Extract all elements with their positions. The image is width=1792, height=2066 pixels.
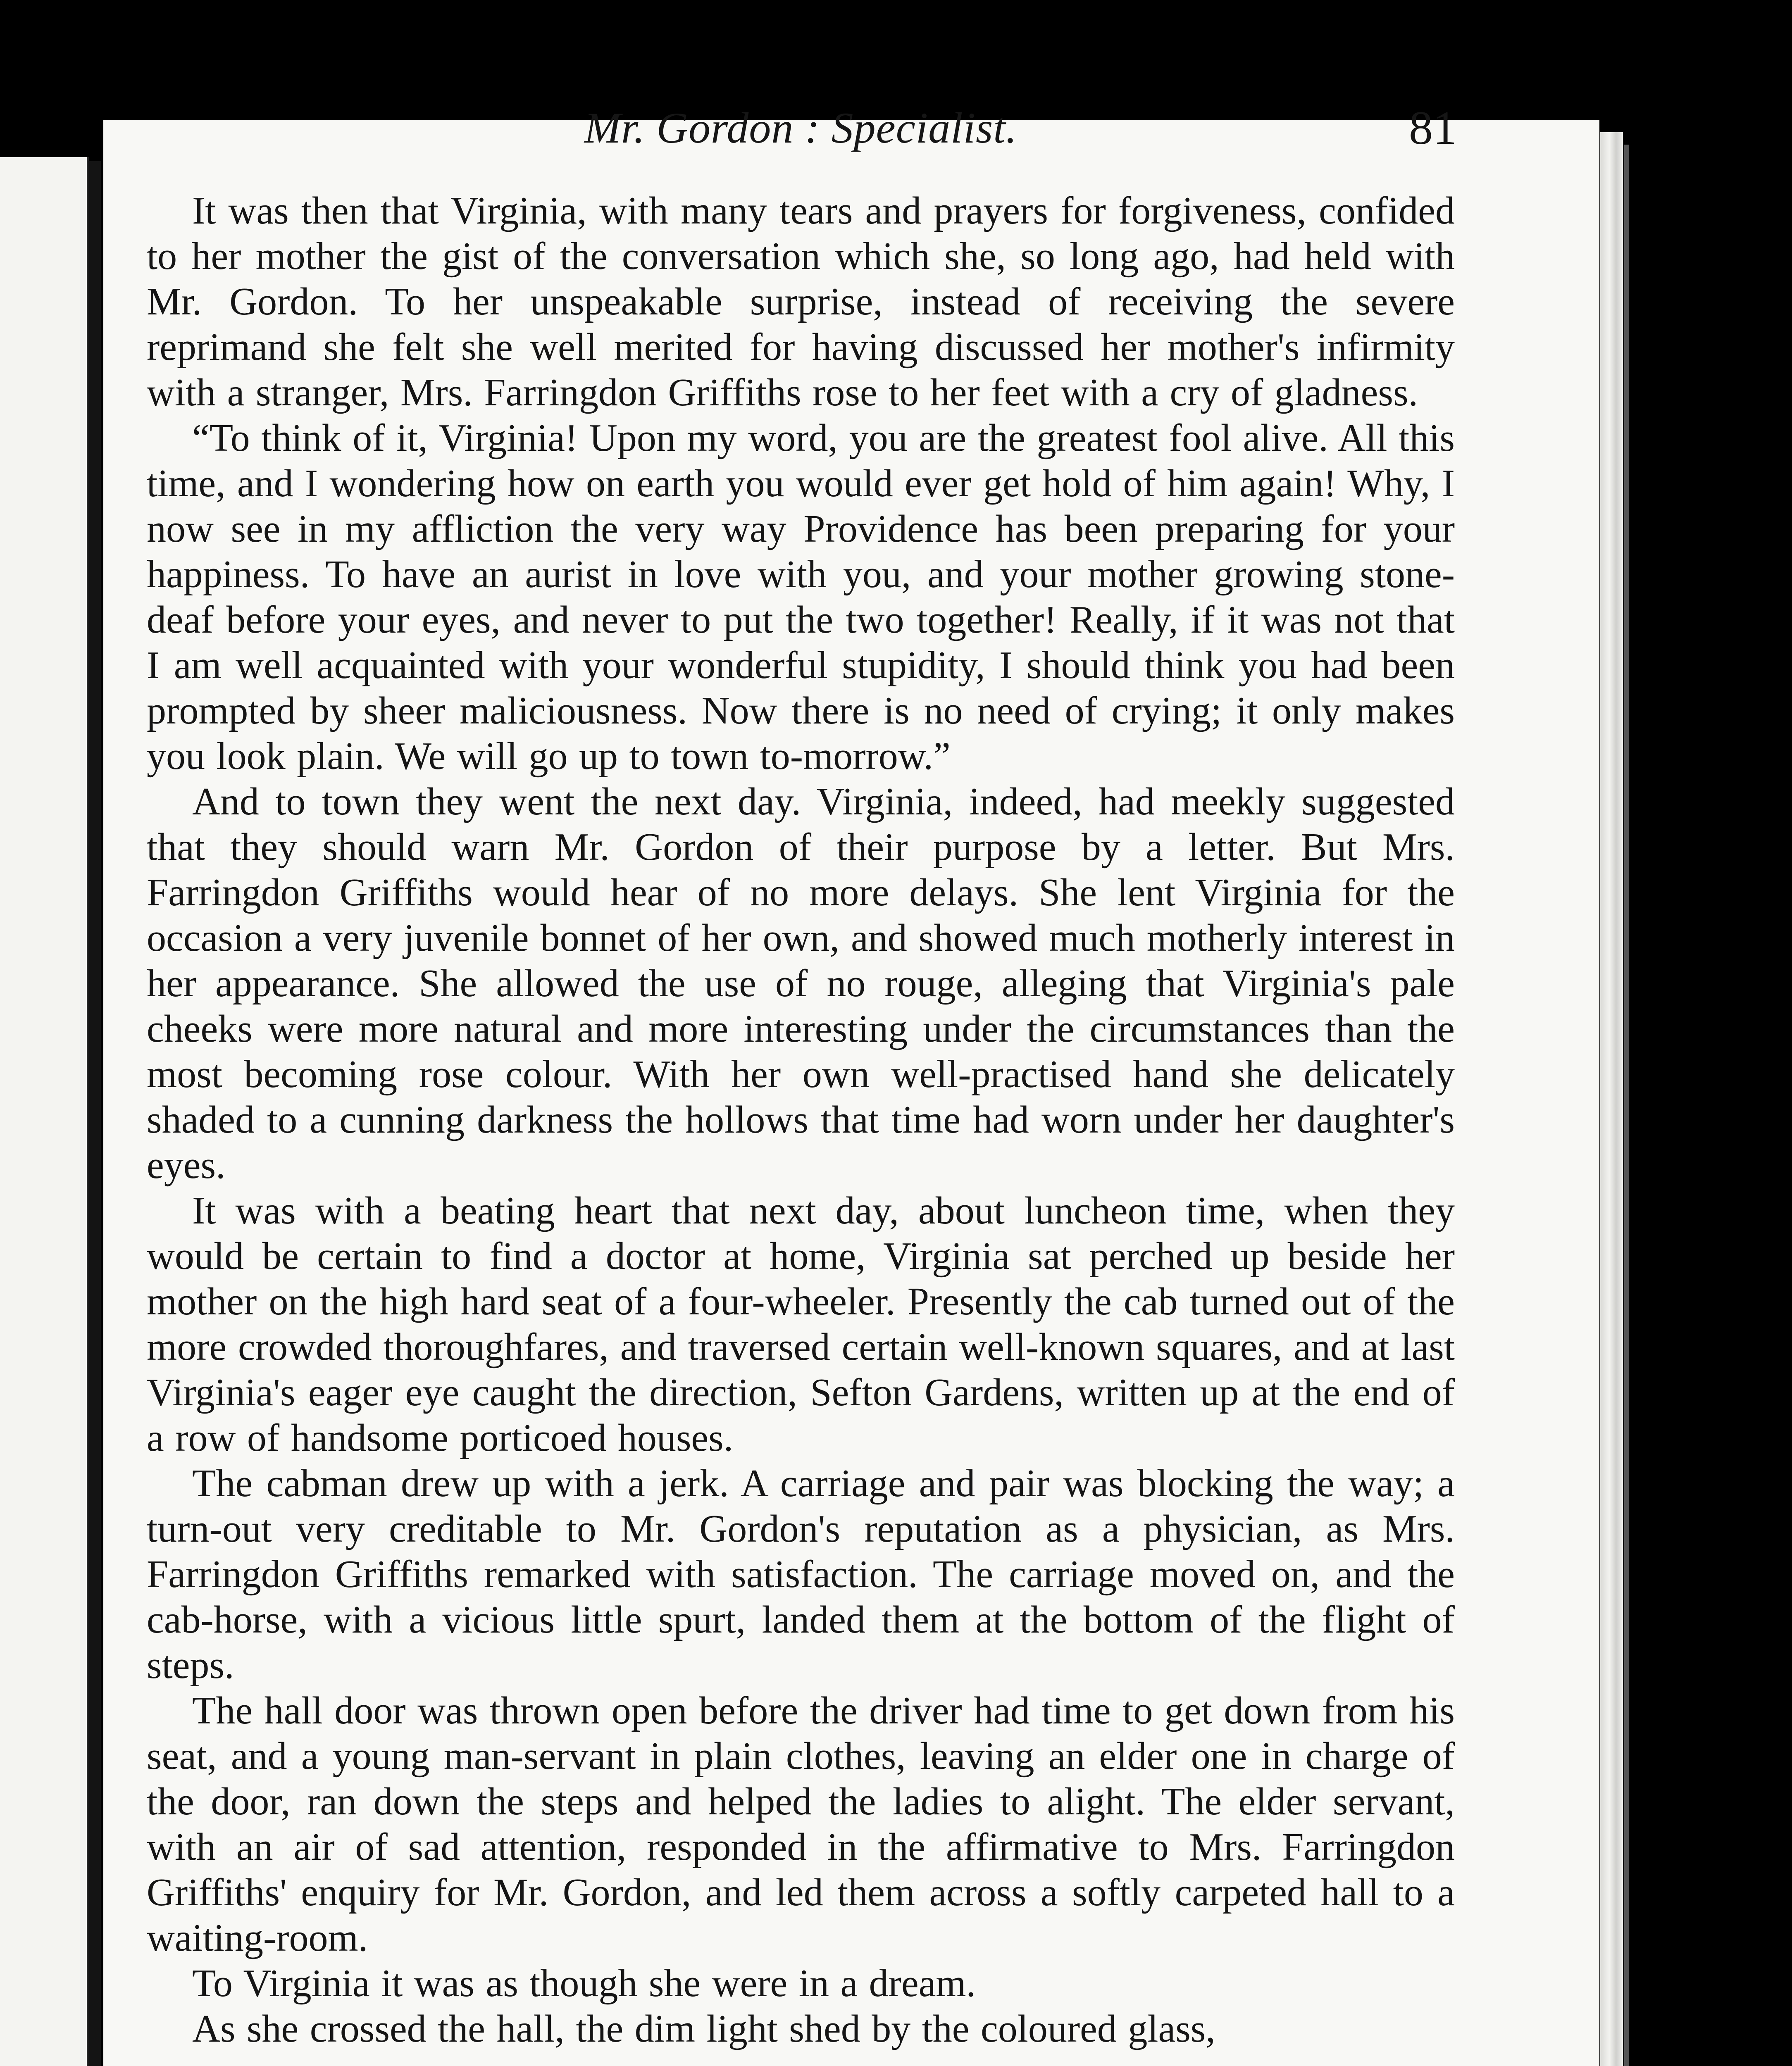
page-number: 81 <box>1409 102 1457 155</box>
paragraph: As she crossed the hall, the dim light shed by the coloured glass, <box>192 2007 1215 2050</box>
book-cover-edge <box>1624 145 1629 2066</box>
body-text <box>147 188 1455 2052</box>
paragraph: The cabman drew up with a jerk. A carriage and pair was blocking the way; a turn-out very creditable to Mr. Gordon's reputation as a physician, as Mrs. Farringdon Griffiths remarked with satisfaction. The carriage moved on, and the cab-horse, with a vicious little spurt, landed them at the bottom of the flight of steps. <box>147 1462 1455 1687</box>
paragraph: It was then that Virginia, with many tears and prayers for forgiveness, confided to her mother the gist of the conversation which she, so long ago, had held with Mr. Gordon. To her unspeakable surprise, instead of receiving the severe reprimand she felt she well merited for having discussed her mother's infirmity with a stranger, Mrs. Farringdon Griffiths rose to her feet with a cry of gladness. <box>147 189 1455 414</box>
paragraph: And to town they went the next day. Virginia, indeed, had meekly suggested that they should warn Mr. Gordon of their purpose by a letter. But Mrs. Farringdon Griffiths would hear of no more delays. She lent Virginia for the occasion a very juvenile bonnet of her own, and showed much motherly interest in her appearance. She allowed the use of no rouge, alleging that Virginia's pale cheeks were more natural and more interesting under the circumstances than the most becoming rose colour. With her own well-practised hand she delicately shaded to a cunning darkness the hollows that time had worn under her daughter's eyes. <box>147 780 1455 1187</box>
page-gutter <box>88 161 101 2066</box>
paragraph: The hall door was thrown open before the driver had time to get down from his seat, and a young man-servant in plain clothes, leaving an elder one in charge of the door, ran down the steps and helped the ladies to alight. The elder servant, with an air of sad attention, responded in the affirmative to Mrs. Farringdon Griffiths' enquiry for Mr. Gordon, and led them across a softly carpeted hall to a waiting-room. <box>147 1689 1455 1959</box>
page-header <box>145 95 1457 161</box>
left-page-edge <box>0 157 89 2066</box>
paragraph: It was with a beating heart that next day, about luncheon time, when they would be certain to find a doctor at home, Virginia sat perched up beside her mother on the high hard seat of a four-wheeler. Presently the cab turned out of the more crowded thoroughfares, and traversed certain well-known squares, and at last Virginia's eager eye caught the direction, Sefton Gardens, written up at the end of a row of handsome porticoed houses. <box>147 1189 1455 1459</box>
paragraph: To Virginia it was as though she were in a dream. <box>192 1962 976 2005</box>
paragraph: “To think of it, Virginia! Upon my word, you are the greatest fool alive. All this time, and I wondering how on earth you would ever get hold of him again! Why, I now see in my affliction the very way Providence has been preparing for your happiness. To have an aurist in love with you, and your mother growing stone-deaf before your eyes, and never to put the two together! Really, if it was not that I am well acquainted with your wonderful stupidity, I should think you had been prompted by sheer maliciousness. Now there is no need of crying; it only makes you look plain. We will go up to town to-morrow.” <box>147 417 1455 778</box>
running-title: Mr. Gordon : Specialist. <box>584 104 1018 152</box>
page-stack-edge <box>1600 132 1623 2066</box>
